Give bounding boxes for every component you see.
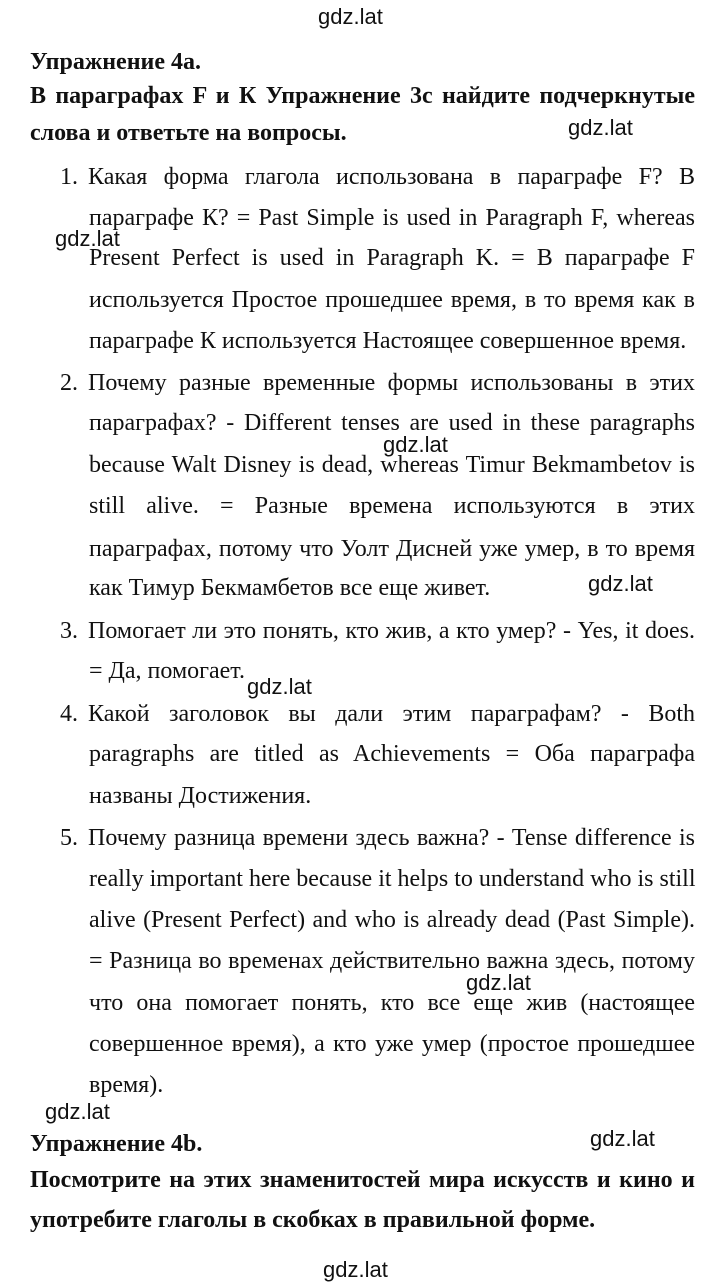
item-line: используется Простое прошедшее время, в то время как в (89, 287, 695, 313)
watermark: gdz.lat (247, 674, 312, 699)
item-number: 4. (60, 701, 78, 727)
watermark: gdz.lat (588, 571, 653, 596)
item-number: 1. (60, 164, 78, 190)
item-line: = Разница во временах действительно важна здесь, потому (89, 948, 695, 974)
item-line: still alive. = Разные времена используются в этих (89, 493, 695, 519)
item-line: alive (Present Perfect) and who is already dead (Past Simple). (89, 907, 695, 933)
item-number: 2. (60, 370, 78, 396)
watermark-top: gdz.lat (318, 4, 383, 29)
item-line: Какая форма глагола использована в параграфе F? В (88, 164, 695, 190)
watermark: gdz.lat (45, 1099, 110, 1124)
item-line: paragraphs are titled as Achievements = Оба параграфа (89, 741, 695, 767)
section-b-task-line: употребите глаголы в скобках в правильной форме. (30, 1207, 596, 1233)
item-line: Какой заголовок вы дали этим параграфам? - Both (88, 701, 695, 727)
item-line: параграфах, потому что Уолт Дисней уже умер, в то время (89, 536, 695, 562)
item-line: совершенное время), а кто уже умер (простое прошедшее (89, 1031, 695, 1057)
section-b-task-line: Посмотрите на этих знаменитостей мира искусств и кино и (30, 1167, 695, 1193)
item-line: параграфе К используется Настоящее совершенное время. (89, 328, 687, 354)
watermark: gdz.lat (55, 226, 120, 251)
item-line: названы Достижения. (89, 783, 312, 809)
watermark-bottom: gdz.lat (323, 1257, 388, 1282)
item-line: really important here because it helps to understand who is still (89, 866, 696, 892)
item-line: как Тимур Бекмамбетов все еще живет. (89, 575, 491, 601)
watermark: gdz.lat (466, 970, 531, 995)
section-a-task-line: В параграфах F и К Упражнение 3c найдите подчеркнутые (30, 83, 695, 109)
watermark: gdz.lat (590, 1126, 655, 1151)
item-line: Почему разные временные формы использованы в этих (88, 370, 695, 396)
item-line: параграфах? - Different tenses are used in these paragraphs (89, 410, 695, 436)
item-line: параграфе К? = Past Simple is used in Paragraph F, whereas (89, 205, 695, 231)
item-line: = Да, помогает. (89, 658, 245, 684)
item-line: Почему разница времени здесь важна? - Tense difference is (88, 825, 695, 851)
item-line: что она помогает понять, кто все еще жив (настоящее (89, 990, 695, 1016)
item-number: 3. (60, 618, 78, 644)
item-line: because Walt Disney is dead, whereas Timur Bekmambetov is (89, 452, 695, 478)
item-number: 5. (60, 825, 78, 851)
section-b-title: Упражнение 4b. (30, 1131, 203, 1157)
item-line: время). (89, 1072, 164, 1098)
item-line: Present Perfect is used in Paragraph K. = В параграфе F (89, 245, 695, 271)
section-a-task-line: слова и ответьте на вопросы. (30, 120, 347, 146)
watermark: gdz.lat (383, 432, 448, 457)
section-a-title: Упражнение 4a. (30, 49, 202, 75)
watermark: gdz.lat (568, 115, 633, 140)
item-line: Помогает ли это понять, кто жив, а кто умер? - Yes, it does. (88, 618, 695, 644)
